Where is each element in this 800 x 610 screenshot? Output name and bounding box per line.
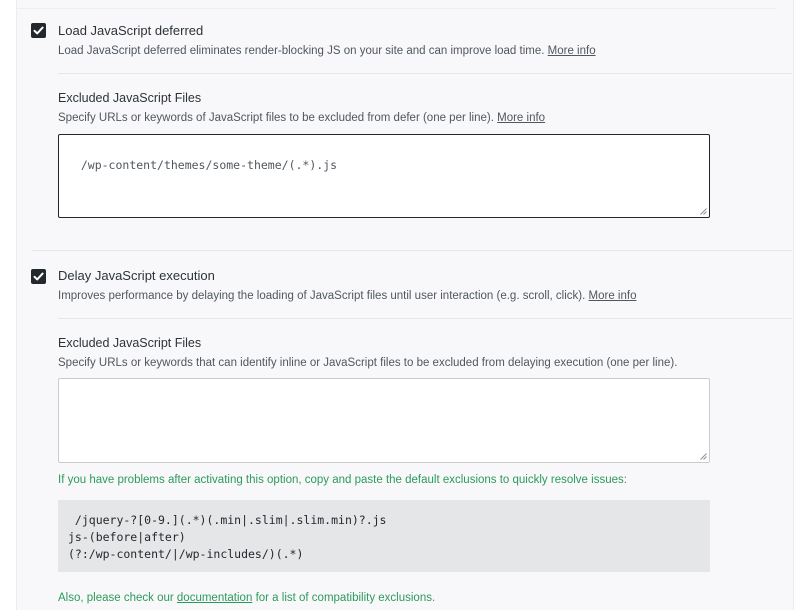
default-exclusions-code[interactable] [58, 500, 710, 572]
defer-excluded-description-text: Specify URLs or keywords of JavaScript files to be excluded from defer (one per line). [58, 112, 494, 124]
code-line: js-(before|after) [68, 530, 186, 544]
delay-help-text: If you have problems after activating this option, copy and paste the default exclusions to quickly resolve issues: [58, 474, 627, 486]
defer-checkbox[interactable] [31, 23, 46, 38]
checkmark-icon [33, 271, 44, 282]
top-divider [16, 8, 776, 9]
delay-description-text: Improves performance by delaying the loading of JavaScript files until user interaction (e.g. scroll, click). [58, 290, 586, 302]
resize-grip-icon[interactable] [700, 453, 707, 460]
code-line: /jquery-?[0-9.](.*)(.min|.slim|.slim.min)?.js [68, 513, 387, 527]
delay-title: Delay JavaScript execution [58, 268, 215, 283]
delay-excluded-title: Excluded JavaScript Files [58, 336, 202, 350]
docs-suffix: for a list of compatibility exclusions. [255, 592, 436, 604]
defer-title: Load JavaScript deferred [58, 23, 204, 38]
delay-description [58, 290, 636, 302]
defer-description [58, 45, 596, 57]
defer-description-text: Load JavaScript deferred eliminates render-blocking JS on your site and can improve load time. [58, 45, 545, 57]
delay-checkbox[interactable] [31, 269, 46, 284]
defer-excluded-title: Excluded JavaScript Files [58, 91, 202, 105]
delay-more-info-link[interactable]: More info [588, 290, 637, 302]
section-divider [32, 250, 792, 251]
defer-excluded-more-info-link[interactable]: More info [497, 112, 546, 124]
code-line: (?:/wp-content/|/wp-includes/)(.*) [68, 547, 304, 561]
defer-more-info-link[interactable]: More info [547, 45, 596, 57]
defer-excluded-textarea[interactable] [58, 134, 710, 218]
defer-subdivider [58, 73, 792, 74]
delay-subdivider [58, 318, 792, 319]
delay-excluded-description: Specify URLs or keywords that can identify inline or JavaScript files to be excluded from delaying execution (one per line). [58, 357, 678, 369]
docs-note [58, 592, 435, 604]
defer-excluded-description [58, 112, 545, 124]
resize-grip-icon[interactable] [700, 208, 707, 215]
documentation-link[interactable]: documentation [176, 592, 253, 604]
docs-prefix: Also, please check our [58, 592, 174, 604]
delay-excluded-textarea[interactable] [58, 378, 710, 463]
checkmark-icon [33, 25, 44, 36]
defer-excluded-value: /wp-content/themes/some-theme/(.*).js [80, 158, 338, 172]
